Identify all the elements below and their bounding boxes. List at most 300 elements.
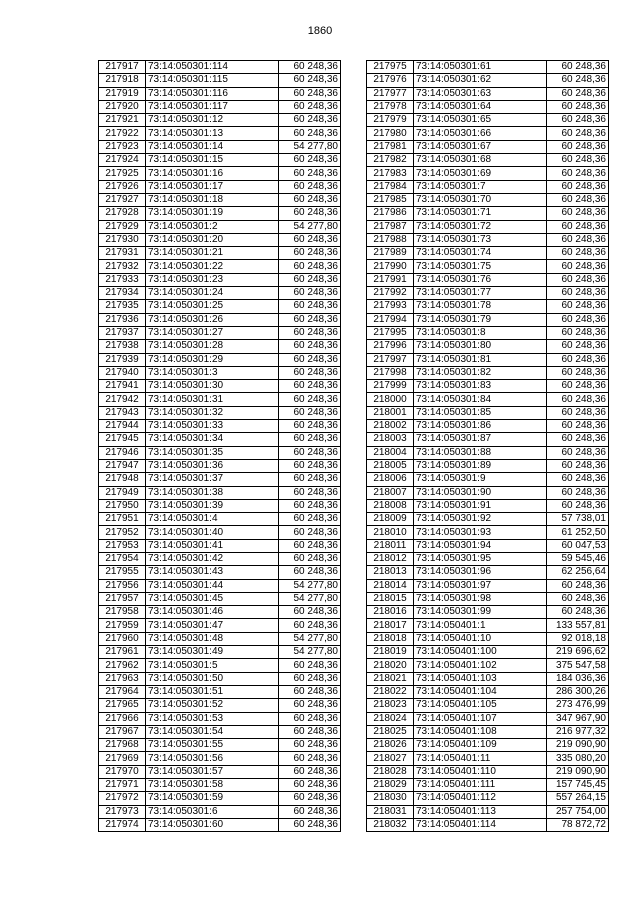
table-row [99, 473, 341, 486]
cadastral-number: 73:14:050301:33 [146, 420, 279, 433]
cadastral-value: 60 248,36 [279, 260, 341, 273]
table-row [367, 552, 609, 565]
row-number: 217954 [99, 552, 146, 565]
table-row [99, 513, 341, 526]
row-number: 217917 [99, 61, 146, 74]
cadastral-value: 60 248,36 [547, 154, 609, 167]
cadastral-number: 73:14:050301:74 [414, 247, 547, 260]
row-number: 218024 [367, 712, 414, 725]
cadastral-number: 73:14:050301:31 [146, 393, 279, 406]
row-number: 217986 [367, 207, 414, 220]
table-row [367, 247, 609, 260]
table-row [99, 114, 341, 127]
cadastral-number: 73:14:050301:70 [414, 193, 547, 206]
cadastral-value: 60 248,36 [279, 473, 341, 486]
cadastral-number: 73:14:050301:45 [146, 592, 279, 605]
table-row [99, 180, 341, 193]
cadastral-value: 60 248,36 [547, 114, 609, 127]
row-number: 217985 [367, 193, 414, 206]
row-number: 218030 [367, 792, 414, 805]
row-number: 218007 [367, 486, 414, 499]
cadastral-value: 219 090,90 [547, 739, 609, 752]
cadastral-number: 73:14:050301:26 [146, 313, 279, 326]
row-number: 217982 [367, 154, 414, 167]
cadastral-number: 73:14:050301:5 [146, 659, 279, 672]
cadastral-number: 73:14:050301:51 [146, 685, 279, 698]
row-number: 217979 [367, 114, 414, 127]
cadastral-number: 73:14:050301:13 [146, 127, 279, 140]
row-number: 217991 [367, 273, 414, 286]
table-row [367, 326, 609, 339]
cadastral-value: 60 248,36 [279, 433, 341, 446]
table-row [99, 366, 341, 379]
table-row [367, 87, 609, 100]
cadastral-number: 73:14:050301:78 [414, 300, 547, 313]
cadastral-value: 54 277,80 [279, 579, 341, 592]
table-row [367, 818, 609, 831]
table-row [367, 513, 609, 526]
table-row [367, 260, 609, 273]
row-number: 217977 [367, 87, 414, 100]
cadastral-value: 60 248,36 [547, 87, 609, 100]
cadastral-value: 92 018,18 [547, 632, 609, 645]
row-number: 217946 [99, 446, 146, 459]
row-number: 218019 [367, 646, 414, 659]
cadastral-number: 73:14:050301:3 [146, 366, 279, 379]
cadastral-value: 60 248,36 [279, 539, 341, 552]
cadastral-value: 335 080,20 [547, 752, 609, 765]
cadastral-number: 73:14:050301:15 [146, 154, 279, 167]
row-number: 217990 [367, 260, 414, 273]
cadastral-number: 73:14:050301:58 [146, 779, 279, 792]
table-row [367, 752, 609, 765]
cadastral-number: 73:14:050301:4 [146, 513, 279, 526]
row-number: 218013 [367, 566, 414, 579]
table-row [99, 592, 341, 605]
table-row [99, 74, 341, 87]
row-number: 217981 [367, 140, 414, 153]
table-row [99, 393, 341, 406]
cadastral-number: 73:14:050301:65 [414, 114, 547, 127]
table-row [367, 433, 609, 446]
cadastral-number: 73:14:050301:81 [414, 353, 547, 366]
cadastral-number: 73:14:050301:114 [146, 61, 279, 74]
cadastral-value: 60 248,36 [279, 619, 341, 632]
cadastral-value: 60 248,36 [547, 579, 609, 592]
table-row [367, 446, 609, 459]
cadastral-value: 54 277,80 [279, 632, 341, 645]
cadastral-value: 54 277,80 [279, 220, 341, 233]
table-row [99, 313, 341, 326]
row-number: 217924 [99, 154, 146, 167]
cadastral-value: 60 248,36 [279, 685, 341, 698]
table-row [99, 712, 341, 725]
table-row [99, 193, 341, 206]
cadastral-value: 60 248,36 [547, 273, 609, 286]
table-row [367, 473, 609, 486]
cadastral-value: 60 248,36 [547, 193, 609, 206]
cadastral-value: 60 248,36 [547, 473, 609, 486]
cadastral-number: 73:14:050301:66 [414, 127, 547, 140]
cadastral-number: 73:14:050301:28 [146, 340, 279, 353]
cadastral-number: 73:14:050301:115 [146, 74, 279, 87]
cadastral-value: 60 248,36 [279, 193, 341, 206]
cadastral-value: 54 277,80 [279, 140, 341, 153]
cadastral-number: 73:14:050301:8 [414, 326, 547, 339]
cadastral-number: 73:14:050401:110 [414, 765, 547, 778]
table-row [99, 566, 341, 579]
cadastral-number: 73:14:050301:93 [414, 526, 547, 539]
table-row [367, 712, 609, 725]
row-number: 218012 [367, 552, 414, 565]
cadastral-value: 375 547,58 [547, 659, 609, 672]
row-number: 218025 [367, 725, 414, 738]
row-number: 217956 [99, 579, 146, 592]
table-row [99, 779, 341, 792]
cadastral-number: 73:14:050301:40 [146, 526, 279, 539]
table-row [99, 233, 341, 246]
row-number: 217937 [99, 326, 146, 339]
cadastral-value: 60 248,36 [547, 313, 609, 326]
cadastral-number: 73:14:050401:102 [414, 659, 547, 672]
cadastral-number: 73:14:050301:16 [146, 167, 279, 180]
table-row [367, 779, 609, 792]
cadastral-number: 73:14:050301:91 [414, 499, 547, 512]
cadastral-number: 73:14:050301:41 [146, 539, 279, 552]
table-row [99, 340, 341, 353]
table-row [99, 220, 341, 233]
row-number: 217972 [99, 792, 146, 805]
row-number: 217945 [99, 433, 146, 446]
row-number: 217994 [367, 313, 414, 326]
row-number: 217996 [367, 340, 414, 353]
row-number: 218022 [367, 685, 414, 698]
page-number: 1860 [307, 25, 333, 37]
cadastral-value: 60 248,36 [279, 526, 341, 539]
cadastral-value: 60 248,36 [279, 699, 341, 712]
cadastral-value: 60 248,36 [279, 606, 341, 619]
row-number: 217976 [367, 74, 414, 87]
cadastral-number: 73:14:050301:72 [414, 220, 547, 233]
cadastral-number: 73:14:050301:87 [414, 433, 547, 446]
cadastral-number: 73:14:050301:46 [146, 606, 279, 619]
cadastral-number: 73:14:050301:97 [414, 579, 547, 592]
cadastral-number: 73:14:050301:64 [414, 100, 547, 113]
cadastral-number: 73:14:050401:107 [414, 712, 547, 725]
cadastral-number: 73:14:050301:73 [414, 233, 547, 246]
table-row [99, 380, 341, 393]
cadastral-number: 73:14:050301:53 [146, 712, 279, 725]
row-number: 218003 [367, 433, 414, 446]
row-number: 218010 [367, 526, 414, 539]
table-row [367, 100, 609, 113]
row-number: 217922 [99, 127, 146, 140]
cadastral-number: 73:14:050301:54 [146, 725, 279, 738]
cadastral-number: 73:14:050301:35 [146, 446, 279, 459]
table-row [99, 326, 341, 339]
cadastral-value: 60 248,36 [547, 100, 609, 113]
cadastral-value: 62 256,64 [547, 566, 609, 579]
cadastral-number: 73:14:050401:10 [414, 632, 547, 645]
cadastral-number: 73:14:050401:104 [414, 685, 547, 698]
cadastral-number: 73:14:050301:24 [146, 287, 279, 300]
cadastral-value: 60 248,36 [279, 779, 341, 792]
cadastral-value: 60 248,36 [547, 300, 609, 313]
register-table-right [366, 60, 609, 832]
table-row [99, 260, 341, 273]
table-row [367, 420, 609, 433]
cadastral-number: 73:14:050301:42 [146, 552, 279, 565]
row-number: 217955 [99, 566, 146, 579]
row-number: 217921 [99, 114, 146, 127]
table-row [99, 619, 341, 632]
cadastral-number: 73:14:050301:82 [414, 366, 547, 379]
row-number: 218017 [367, 619, 414, 632]
cadastral-value: 60 248,36 [547, 592, 609, 605]
row-number: 218021 [367, 672, 414, 685]
cadastral-value: 60 248,36 [547, 326, 609, 339]
row-number: 217938 [99, 340, 146, 353]
cadastral-value: 54 277,80 [279, 646, 341, 659]
row-number: 217920 [99, 100, 146, 113]
row-number: 217961 [99, 646, 146, 659]
table-row [99, 672, 341, 685]
cadastral-number: 73:14:050301:50 [146, 672, 279, 685]
table-row [367, 273, 609, 286]
cadastral-number: 73:14:050301:67 [414, 140, 547, 153]
table-row [367, 659, 609, 672]
cadastral-value: 60 248,36 [279, 74, 341, 87]
table-row [99, 539, 341, 552]
row-number: 217999 [367, 380, 414, 393]
cadastral-value: 60 248,36 [279, 406, 341, 419]
table-row [367, 300, 609, 313]
cadastral-number: 73:14:050301:92 [414, 513, 547, 526]
table-row [99, 526, 341, 539]
cadastral-value: 60 248,36 [547, 260, 609, 273]
table-row [99, 646, 341, 659]
table-row [367, 220, 609, 233]
cadastral-number: 73:14:050301:69 [414, 167, 547, 180]
row-number: 218016 [367, 606, 414, 619]
cadastral-value: 60 248,36 [279, 659, 341, 672]
row-number: 217926 [99, 180, 146, 193]
table-row [99, 247, 341, 260]
table-row [367, 61, 609, 74]
cadastral-value: 60 248,36 [279, 752, 341, 765]
row-number: 217934 [99, 287, 146, 300]
table-row [367, 340, 609, 353]
cadastral-value: 60 248,36 [547, 486, 609, 499]
cadastral-value: 60 248,36 [279, 287, 341, 300]
cadastral-value: 60 248,36 [547, 433, 609, 446]
cadastral-number: 73:14:050301:116 [146, 87, 279, 100]
cadastral-number: 73:14:050301:55 [146, 739, 279, 752]
row-number: 218004 [367, 446, 414, 459]
cadastral-number: 73:14:050301:76 [414, 273, 547, 286]
cadastral-value: 60 248,36 [279, 739, 341, 752]
cadastral-number: 73:14:050301:79 [414, 313, 547, 326]
cadastral-value: 184 036,36 [547, 672, 609, 685]
table-row [99, 499, 341, 512]
cadastral-number: 73:14:050301:27 [146, 326, 279, 339]
cadastral-number: 73:14:050301:36 [146, 459, 279, 472]
table-row [367, 366, 609, 379]
row-number: 218015 [367, 592, 414, 605]
cadastral-value: 60 248,36 [279, 326, 341, 339]
cadastral-value: 60 248,36 [547, 207, 609, 220]
cadastral-number: 73:14:050301:39 [146, 499, 279, 512]
cadastral-number: 73:14:050301:34 [146, 433, 279, 446]
cadastral-number: 73:14:050301:17 [146, 180, 279, 193]
cadastral-value: 60 248,36 [279, 818, 341, 831]
cadastral-value: 60 248,36 [279, 805, 341, 818]
cadastral-number: 73:14:050301:43 [146, 566, 279, 579]
table-row [367, 579, 609, 592]
cadastral-number: 73:14:050301:62 [414, 74, 547, 87]
row-number: 217998 [367, 366, 414, 379]
cadastral-number: 73:14:050301:90 [414, 486, 547, 499]
cadastral-number: 73:14:050301:96 [414, 566, 547, 579]
table-row [99, 632, 341, 645]
cadastral-value: 60 248,36 [279, 380, 341, 393]
table-row [367, 193, 609, 206]
cadastral-number: 73:14:050301:2 [146, 220, 279, 233]
cadastral-value: 60 248,36 [279, 552, 341, 565]
row-number: 217992 [367, 287, 414, 300]
cadastral-number: 73:14:050401:11 [414, 752, 547, 765]
row-number: 217969 [99, 752, 146, 765]
cadastral-value: 60 248,36 [547, 420, 609, 433]
cadastral-value: 59 545,46 [547, 552, 609, 565]
cadastral-number: 73:14:050301:77 [414, 287, 547, 300]
row-number: 218028 [367, 765, 414, 778]
cadastral-value: 60 248,36 [547, 366, 609, 379]
cadastral-number: 73:14:050301:20 [146, 233, 279, 246]
table-row [367, 765, 609, 778]
table-row [99, 685, 341, 698]
table-row [99, 606, 341, 619]
cadastral-value: 60 248,36 [547, 459, 609, 472]
table-row [99, 752, 341, 765]
cadastral-number: 73:14:050301:86 [414, 420, 547, 433]
table-row [367, 380, 609, 393]
cadastral-value: 216 977,32 [547, 725, 609, 738]
table-row [367, 114, 609, 127]
cadastral-number: 73:14:050401:113 [414, 805, 547, 818]
table-row [367, 486, 609, 499]
row-number: 217978 [367, 100, 414, 113]
cadastral-value: 61 252,50 [547, 526, 609, 539]
cadastral-number: 73:14:050301:14 [146, 140, 279, 153]
row-number: 218029 [367, 779, 414, 792]
row-number: 217952 [99, 526, 146, 539]
cadastral-value: 60 248,36 [279, 114, 341, 127]
cadastral-value: 133 557,81 [547, 619, 609, 632]
cadastral-number: 73:14:050301:19 [146, 207, 279, 220]
cadastral-value: 273 476,99 [547, 699, 609, 712]
table-row [367, 539, 609, 552]
cadastral-value: 60 248,36 [547, 140, 609, 153]
cadastral-number: 73:14:050301:68 [414, 154, 547, 167]
cadastral-number: 73:14:050401:103 [414, 672, 547, 685]
row-number: 217936 [99, 313, 146, 326]
cadastral-number: 73:14:050301:56 [146, 752, 279, 765]
cadastral-number: 73:14:050301:99 [414, 606, 547, 619]
cadastral-value: 60 248,36 [547, 606, 609, 619]
cadastral-value: 60 248,36 [279, 499, 341, 512]
cadastral-number: 73:14:050301:95 [414, 552, 547, 565]
cadastral-value: 54 277,80 [279, 592, 341, 605]
cadastral-value: 60 248,36 [279, 459, 341, 472]
table-row [367, 313, 609, 326]
table-row [367, 127, 609, 140]
cadastral-value: 219 696,62 [547, 646, 609, 659]
table-row [99, 127, 341, 140]
cadastral-number: 73:14:050301:32 [146, 406, 279, 419]
cadastral-value: 219 090,90 [547, 765, 609, 778]
table-row [367, 739, 609, 752]
row-number: 217943 [99, 406, 146, 419]
cadastral-value: 60 248,36 [547, 61, 609, 74]
row-number: 217959 [99, 619, 146, 632]
cadastral-number: 73:14:050301:83 [414, 380, 547, 393]
table-row [367, 154, 609, 167]
table-row [367, 632, 609, 645]
cadastral-number: 73:14:050301:89 [414, 459, 547, 472]
table-row [367, 805, 609, 818]
row-number: 217944 [99, 420, 146, 433]
row-number: 217933 [99, 273, 146, 286]
cadastral-value: 60 248,36 [547, 340, 609, 353]
row-number: 217919 [99, 87, 146, 100]
cadastral-number: 73:14:050301:59 [146, 792, 279, 805]
cadastral-value: 60 248,36 [279, 393, 341, 406]
cadastral-number: 73:14:050301:52 [146, 699, 279, 712]
cadastral-number: 73:14:050301:7 [414, 180, 547, 193]
table-row [99, 300, 341, 313]
row-number: 217950 [99, 499, 146, 512]
table-row [367, 167, 609, 180]
cadastral-value: 60 248,36 [279, 87, 341, 100]
table-row [367, 140, 609, 153]
table-row [99, 140, 341, 153]
cadastral-number: 73:14:050301:98 [414, 592, 547, 605]
table-row [99, 765, 341, 778]
table-row [99, 459, 341, 472]
cadastral-number: 73:14:050401:108 [414, 725, 547, 738]
table-row [367, 672, 609, 685]
table-row [367, 180, 609, 193]
table-row [367, 685, 609, 698]
row-number: 218000 [367, 393, 414, 406]
row-number: 217940 [99, 366, 146, 379]
cadastral-value: 60 248,36 [547, 167, 609, 180]
table-row [367, 592, 609, 605]
table-row [99, 725, 341, 738]
table-row [99, 433, 341, 446]
table-row [99, 87, 341, 100]
cadastral-number: 73:14:050301:84 [414, 393, 547, 406]
table-row [367, 526, 609, 539]
table-row [99, 154, 341, 167]
table-row [99, 739, 341, 752]
table-row [99, 420, 341, 433]
row-number: 218005 [367, 459, 414, 472]
cadastral-number: 73:14:050301:6 [146, 805, 279, 818]
cadastral-value: 60 248,36 [279, 167, 341, 180]
table-row [99, 273, 341, 286]
